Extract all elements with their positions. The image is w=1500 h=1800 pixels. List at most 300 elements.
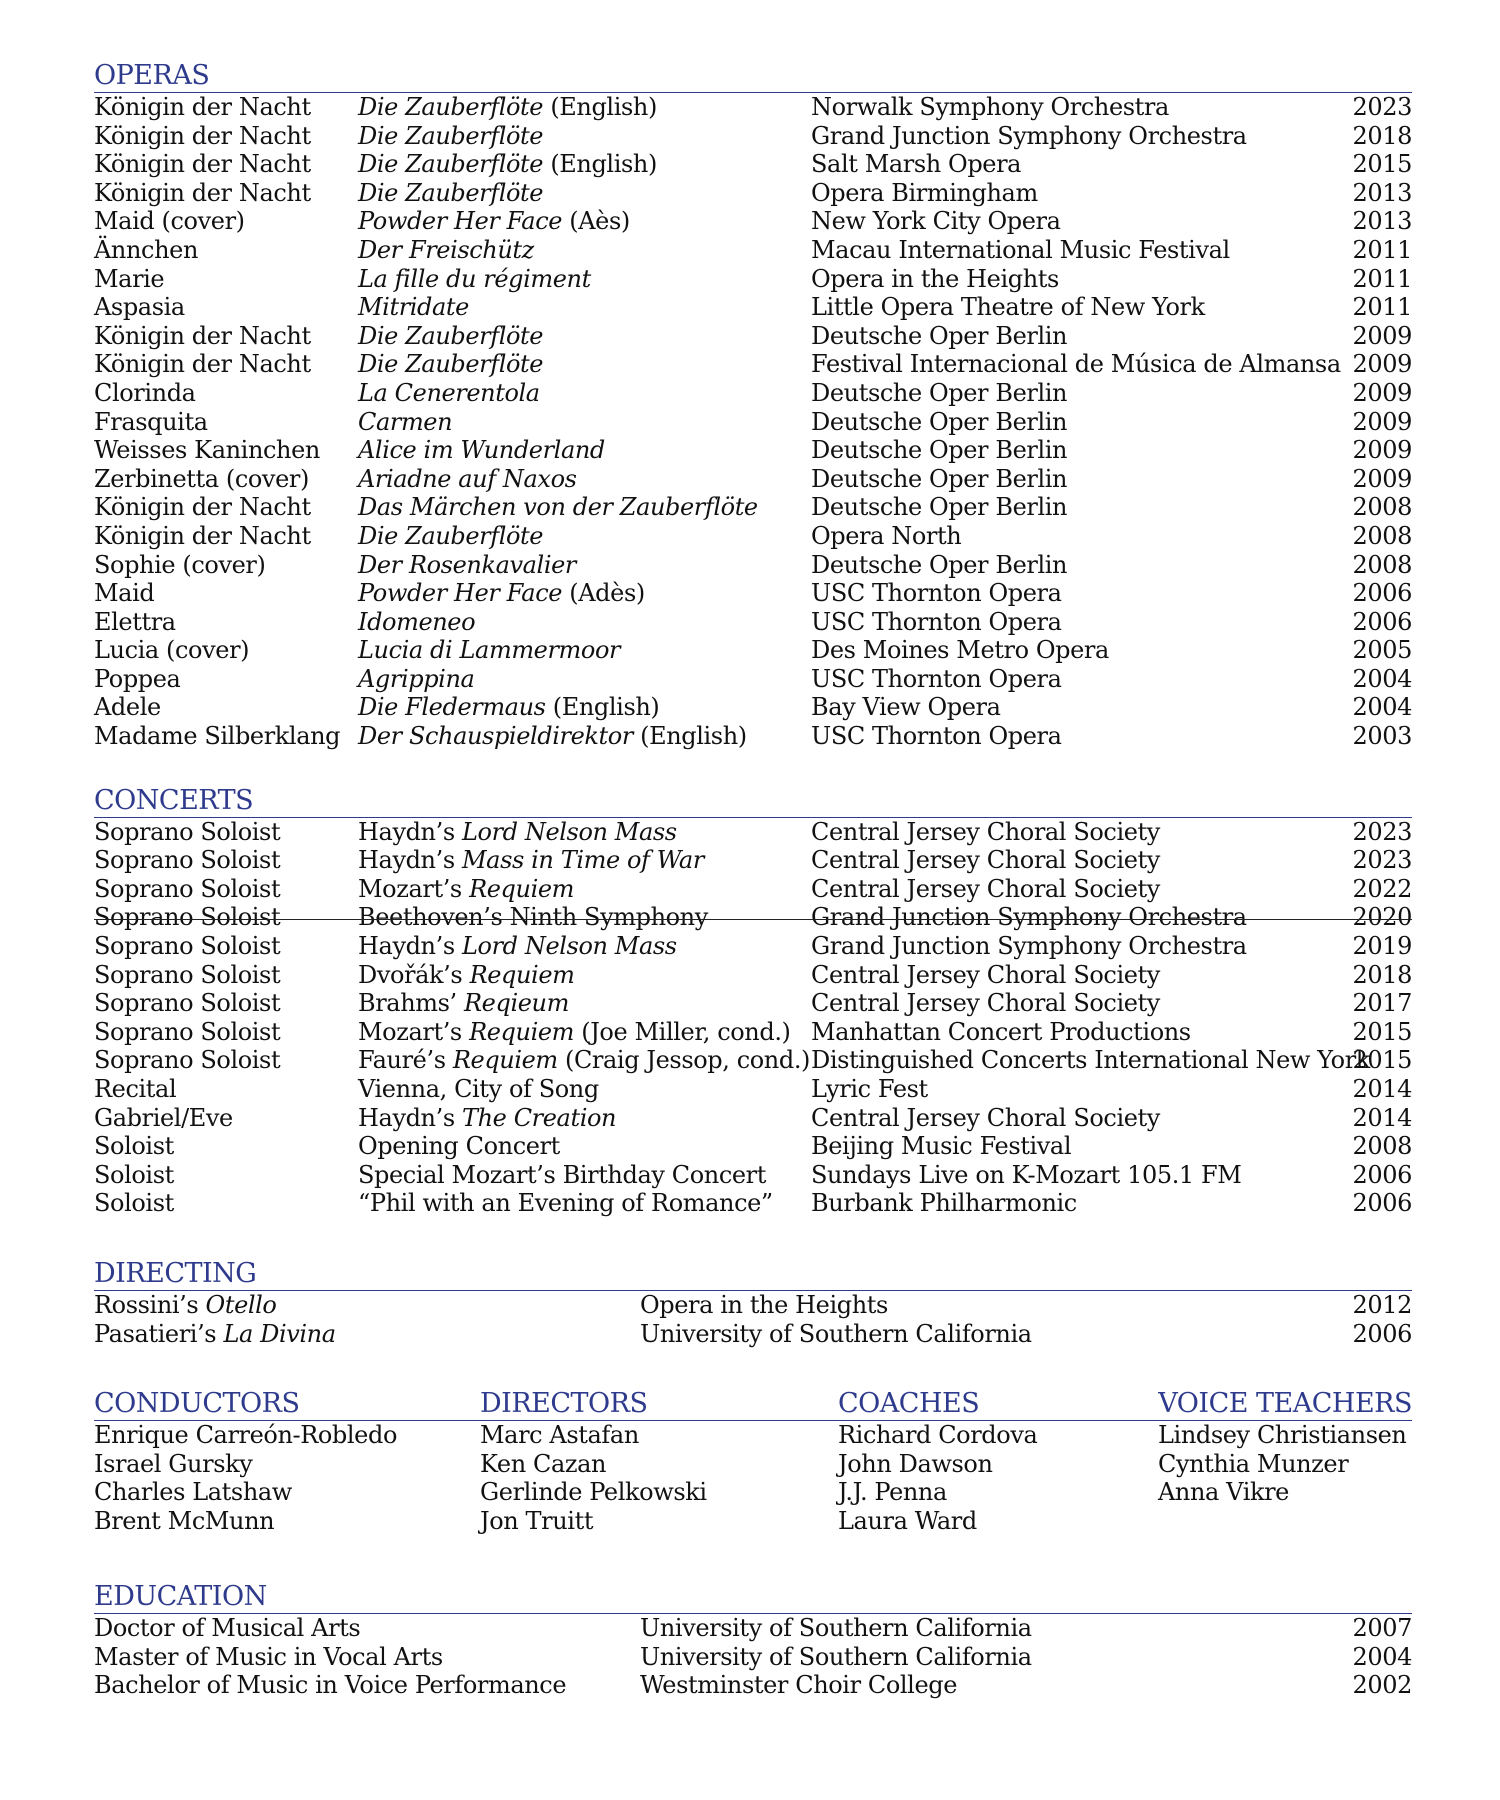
concert-venue: Distinguished Concerts International New York [811,1046,1370,1075]
opera-title: Die Fledermaus [358,693,546,722]
opera-work [358,293,469,322]
directing-year: 2006 [1352,1319,1412,1348]
opera-venue: Deutsche Oper Berlin [811,493,1068,522]
concert-venue: Central Jersey Choral Society [811,989,1160,1018]
concert-year: 2023 [1352,817,1412,846]
opera-row [94,293,1412,322]
conductor-name: Israel Gursky [94,1449,253,1478]
concert-composer: Haydn’s [358,1103,462,1132]
opera-venue: Deutsche Oper Berlin [811,464,1068,493]
opera-work [358,436,605,465]
concert-composer: Brahms’ [358,989,465,1018]
conductors-list [94,1421,397,1535]
concert-year: 2017 [1352,989,1412,1018]
concert-year: 2015 [1352,1017,1412,1046]
opera-work [358,608,475,637]
concert-year: 2018 [1352,960,1412,989]
concert-row [94,1189,1412,1218]
directing-list [94,1291,1412,1348]
opera-row [94,350,1412,379]
opera-venue: Little Opera Theatre of New York [811,293,1205,322]
opera-title: Die Zauberflöte [358,321,544,350]
directing-composer: Rossini’s [94,1290,206,1319]
concert-row [94,1075,1412,1104]
opera-role: Königin der Nacht [94,350,311,379]
concert-year: 2008 [1352,1132,1412,1161]
directing-work-title: Otello [205,1290,277,1319]
concert-composer: Haydn’s [358,817,462,846]
concert-row [94,1046,1412,1075]
opera-role: Königin der Nacht [94,121,311,150]
concert-venue: Sundays Live on K-Mozart 105.1 FM [811,1160,1242,1189]
opera-title: Alice im Wunderland [358,436,605,465]
coach-name: John Dawson [838,1449,993,1478]
concert-venue: Grand Junction Symphony Orchestra [811,903,1247,932]
opera-work [358,551,576,580]
directing-heading: DIRECTING [94,1258,1412,1291]
directors-list [480,1421,707,1535]
concert-row [94,1161,1412,1190]
director-name: Marc Astafan [480,1421,639,1450]
opera-work [358,579,645,608]
opera-venue: Festival Internacional de Música de Almansa [811,350,1341,379]
opera-venue: Opera in the Heights [811,264,1059,293]
concert-year: 2019 [1352,932,1412,961]
operas-section [94,60,1412,751]
concert-year: 2006 [1352,1160,1412,1189]
opera-row [94,436,1412,465]
concert-program [358,932,677,961]
directing-row [94,1320,1412,1349]
opera-year: 2015 [1352,150,1412,179]
concert-venue: Grand Junction Symphony Orchestra [811,932,1247,961]
concert-role: Soprano Soloist [94,817,281,846]
opera-year: 2013 [1352,178,1412,207]
opera-venue: New York City Opera [811,207,1061,236]
opera-row [94,265,1412,294]
concert-work-title: Lord Nelson Mass [462,817,677,846]
opera-year: 2003 [1352,722,1412,751]
opera-row [94,636,1412,665]
concert-program [358,875,574,904]
opera-venue: Deutsche Oper Berlin [811,378,1068,407]
education-row [94,1614,1412,1643]
opera-role: Königin der Nacht [94,178,311,207]
opera-title: Die Zauberflöte [358,350,544,379]
opera-title: Der Freischütz [358,235,534,264]
opera-title: Das Märchen von der Zauberflöte [358,493,758,522]
concert-program [358,1189,773,1218]
voice-teachers-list [1158,1421,1407,1507]
director-name: Gerlinde Pelkowski [480,1478,707,1507]
opera-role: Königin der Nacht [94,93,311,121]
opera-title: Die Zauberflöte [358,93,544,121]
opera-row [94,207,1412,236]
concert-program [358,1161,766,1190]
opera-role: Aspasia [94,293,185,322]
opera-title: Powder Her Face [358,207,563,236]
directing-production [94,1320,336,1349]
opera-note: (Aès) [562,207,630,236]
education-year: 2007 [1352,1614,1412,1643]
opera-work [358,122,543,151]
opera-venue: Deutsche Oper Berlin [811,550,1068,579]
opera-title: Der Schauspieldirektor [358,722,633,751]
opera-role: Marie [94,264,165,293]
directing-venue: University of Southern California [640,1319,1032,1348]
concert-program [358,1046,810,1075]
concert-work-title: Requiem [469,874,575,903]
opera-role: Zerbinetta (cover) [94,464,309,493]
opera-title: Der Rosenkavalier [358,550,576,579]
concert-year: 2014 [1352,1103,1412,1132]
concert-venue: Central Jersey Choral Society [811,960,1160,989]
opera-row [94,665,1412,694]
coaches-list [838,1421,1037,1535]
opera-row [94,693,1412,722]
concert-program [358,989,569,1018]
education-school: University of Southern California [640,1642,1032,1671]
concert-year: 2020 [1352,903,1412,932]
opera-note: (English) [545,693,660,722]
opera-year: 2011 [1352,235,1412,264]
opera-year: 2023 [1352,93,1412,121]
opera-work [358,150,657,179]
concert-venue: Manhattan Concert Productions [811,1017,1191,1046]
voice-teacher-name: Cynthia Munzer [1158,1449,1349,1478]
opera-work [358,93,657,122]
concert-venue: Beijing Music Festival [811,1132,1072,1161]
opera-role: Maid [94,579,155,608]
concert-role: Soprano Soloist [94,1046,281,1075]
opera-row [94,150,1412,179]
opera-title: Die Zauberflöte [358,521,544,550]
opera-note: (Adès) [562,579,645,608]
opera-year: 2011 [1352,293,1412,322]
opera-venue: Norwalk Symphony Orchestra [811,93,1169,121]
opera-year: 2008 [1352,493,1412,522]
opera-row [94,93,1412,122]
concert-work-title: Requiem [469,1017,575,1046]
concert-year: 2023 [1352,846,1412,875]
concert-role: Recital [94,1075,177,1103]
concert-composer: “Phil with an Evening of Romance” [358,1189,773,1218]
concert-venue: Central Jersey Choral Society [811,817,1160,846]
education-row [94,1643,1412,1672]
concert-role: Soprano Soloist [94,989,281,1018]
opera-row [94,551,1412,580]
opera-role: Lucia (cover) [94,636,250,665]
opera-year: 2009 [1352,464,1412,493]
opera-venue: USC Thornton Opera [811,664,1062,693]
opera-year: 2006 [1352,579,1412,608]
concert-program [358,903,708,932]
concert-composer: Haydn’s [358,932,462,961]
concert-year: 2006 [1352,1189,1412,1218]
opera-venue: USC Thornton Opera [811,607,1062,636]
opera-role: Ännchen [94,235,199,264]
opera-venue: Bay View Opera [811,693,1001,722]
concerts-heading: CONCERTS [94,785,1412,818]
opera-year: 2009 [1352,321,1412,350]
concert-work-title: Requiem [469,960,575,989]
opera-year: 2011 [1352,264,1412,293]
coach-name: Laura Ward [838,1506,977,1535]
opera-work [358,522,543,551]
concert-note: (Joe Miller, cond.) [574,1017,791,1046]
education-list [94,1614,1412,1700]
concert-role: Soprano Soloist [94,846,281,875]
opera-title: La Cenerentola [358,378,540,407]
opera-role: Adele [94,693,161,722]
opera-role: Clorinda [94,378,196,407]
opera-year: 2013 [1352,207,1412,236]
education-year: 2004 [1352,1642,1412,1671]
opera-title: Die Zauberflöte [358,150,544,179]
education-degree: Bachelor of Music in Voice Performance [94,1671,567,1700]
concert-note: (Craig Jessop, cond.) [557,1046,811,1075]
opera-work [358,665,474,694]
education-school: Westminster Choir College [640,1671,958,1700]
concert-role: Soprano Soloist [94,874,281,903]
concert-work-title: Requiem [452,1046,558,1075]
operas-heading: OPERAS [94,60,1412,93]
education-heading: EDUCATION [94,1581,1412,1614]
concert-row [94,875,1412,904]
opera-row [94,465,1412,494]
opera-year: 2009 [1352,407,1412,436]
director-name: Ken Cazan [480,1449,607,1478]
directing-year: 2012 [1352,1290,1412,1319]
collaborators-header [94,1388,1412,1421]
concert-program [358,961,575,990]
opera-title: Carmen [358,407,453,436]
opera-work [358,493,758,522]
directing-section [94,1258,1412,1348]
opera-year: 2006 [1352,607,1412,636]
opera-year: 2005 [1352,636,1412,665]
opera-work [358,350,543,379]
opera-year: 2004 [1352,693,1412,722]
education-degree: Doctor of Musical Arts [94,1614,361,1643]
opera-venue: Salt Marsh Opera [811,150,1022,179]
voice-teacher-name: Lindsey Christiansen [1158,1421,1407,1450]
opera-row [94,236,1412,265]
opera-work [358,207,630,236]
opera-venue: Deutsche Oper Berlin [811,436,1068,465]
operas-list [94,93,1412,751]
opera-venue: Deutsche Oper Berlin [811,321,1068,350]
concert-program [358,818,677,847]
opera-title: Ariadne auf Naxos [358,464,577,493]
concert-role: Soloist [94,1132,174,1161]
director-name: Jon Truitt [480,1506,594,1535]
concert-composer: Vienna, City of Song [358,1075,599,1103]
concert-program [358,1075,599,1104]
collaborators-section [94,1388,1412,1541]
directing-row [94,1291,1412,1320]
education-year: 2002 [1352,1671,1412,1700]
opera-row [94,379,1412,408]
directing-work-title: La Divina [223,1319,336,1348]
concert-work-title: Reqieum [464,989,569,1018]
opera-note: (English) [543,150,657,179]
opera-year: 2008 [1352,521,1412,550]
education-degree: Master of Music in Vocal Arts [94,1642,443,1671]
opera-title: Lucia di Lammermoor [358,636,621,665]
concert-year: 2022 [1352,874,1412,903]
concert-row [94,903,1412,932]
opera-year: 2009 [1352,378,1412,407]
opera-row [94,493,1412,522]
directing-venue: Opera in the Heights [640,1290,888,1319]
opera-year: 2009 [1352,350,1412,379]
opera-role: Elettra [94,607,176,636]
opera-role: Weisses Kaninchen [94,436,320,465]
concerts-list [94,818,1412,1218]
concert-work-title: Mass in Time of War [462,846,704,875]
opera-title: Agrippina [358,664,475,693]
concert-program [358,1132,560,1161]
opera-row [94,179,1412,208]
concerts-section [94,785,1412,1218]
opera-row [94,608,1412,637]
opera-year: 2004 [1352,664,1412,693]
opera-venue: USC Thornton Opera [811,579,1062,608]
conductor-name: Enrique Carreón-Robledo [94,1421,397,1450]
concert-venue: Central Jersey Choral Society [811,874,1160,903]
concert-year: 2015 [1352,1046,1412,1075]
coach-name: Richard Cordova [838,1421,1038,1450]
opera-row [94,322,1412,351]
concert-work-title: Lord Nelson Mass [462,932,677,961]
concert-row [94,818,1412,847]
opera-row [94,522,1412,551]
opera-venue: Macau International Music Festival [811,235,1230,264]
concert-role: Soprano Soloist [94,903,281,932]
opera-role: Sophie (cover) [94,550,266,579]
concert-row [94,1132,1412,1161]
concert-row [94,961,1412,990]
concert-venue: Burbank Philharmonic [811,1189,1077,1218]
opera-title: Idomeneo [358,607,476,636]
concert-composer: Special Mozart’s Birthday Concert [358,1160,766,1189]
concert-row [94,932,1412,961]
opera-work [358,322,543,351]
concert-composer: Beethoven’s Ninth Symphony [358,903,708,932]
opera-year: 2009 [1352,436,1412,465]
concert-role: Gabriel/Eve [94,1103,233,1132]
concert-row [94,846,1412,875]
directors-heading: DIRECTORS [480,1388,648,1420]
coach-name: J.J. Penna [838,1478,947,1507]
concert-program [358,846,704,875]
concert-row [94,1104,1412,1133]
opera-role: Frasquita [94,407,208,436]
opera-work [358,236,534,265]
opera-title: La fille du régiment [358,264,591,293]
conductors-heading: CONDUCTORS [94,1388,300,1420]
opera-row [94,408,1412,437]
concert-role: Soprano Soloist [94,932,281,961]
opera-work [358,465,577,494]
opera-year: 2008 [1352,550,1412,579]
opera-venue: Opera Birmingham [811,178,1038,207]
concert-composer: Fauré’s [358,1046,453,1075]
coaches-heading: COACHES [838,1388,980,1420]
opera-work [358,693,659,722]
concert-program [358,1104,616,1133]
opera-role: Maid (cover) [94,207,245,236]
opera-title: Mitridate [358,293,469,322]
opera-role: Madame Silberklang [94,722,341,751]
opera-role: Königin der Nacht [94,521,311,550]
resume-page [94,60,1412,1700]
opera-note: (English) [632,722,747,751]
opera-role: Poppea [94,664,181,693]
concert-composer: Haydn’s [358,846,462,875]
opera-work [358,265,591,294]
strikethrough-line [94,919,1412,920]
concert-venue: Central Jersey Choral Society [811,846,1160,875]
directing-composer: Pasatieri’s [94,1319,224,1348]
concert-role: Soloist [94,1160,174,1189]
collaborators-columns [94,1421,1412,1541]
opera-row [94,579,1412,608]
conductor-name: Brent McMunn [94,1506,275,1535]
directing-production [94,1291,276,1320]
opera-role: Königin der Nacht [94,321,311,350]
opera-row [94,122,1412,151]
opera-row [94,722,1412,751]
education-school: University of Southern California [640,1614,1032,1643]
opera-venue: Grand Junction Symphony Orchestra [811,121,1247,150]
opera-work [358,379,540,408]
opera-title: Die Zauberflöte [358,178,544,207]
education-row [94,1671,1412,1700]
opera-title: Die Zauberflöte [358,121,544,150]
voice-teachers-heading: VOICE TEACHERS [1158,1388,1412,1420]
concert-work-title: The Creation [462,1103,617,1132]
concert-row [94,1018,1412,1047]
concert-composer: Opening Concert [358,1132,560,1161]
concert-composer: Mozart’s [358,874,470,903]
opera-venue: USC Thornton Opera [811,722,1062,751]
concert-venue: Central Jersey Choral Society [811,1103,1160,1132]
opera-title: Powder Her Face [358,579,563,608]
opera-work [358,636,620,665]
concert-role: Soprano Soloist [94,1017,281,1046]
concert-venue: Lyric Fest [811,1075,928,1103]
opera-note: (English) [543,93,657,121]
concert-composer: Dvořák’s [358,960,470,989]
education-section [94,1581,1412,1700]
concert-role: Soprano Soloist [94,960,281,989]
opera-venue: Deutsche Oper Berlin [811,407,1068,436]
concert-role: Soloist [94,1189,174,1218]
concert-row [94,989,1412,1018]
opera-work [358,408,452,437]
conductor-name: Charles Latshaw [94,1478,292,1507]
opera-work [358,722,747,751]
concert-program [358,1018,791,1047]
opera-venue: Opera North [811,521,962,550]
opera-role: Königin der Nacht [94,493,311,522]
concert-composer: Mozart’s [358,1017,470,1046]
opera-role: Königin der Nacht [94,150,311,179]
opera-venue: Des Moines Metro Opera [811,636,1109,665]
concert-year: 2014 [1352,1075,1412,1103]
